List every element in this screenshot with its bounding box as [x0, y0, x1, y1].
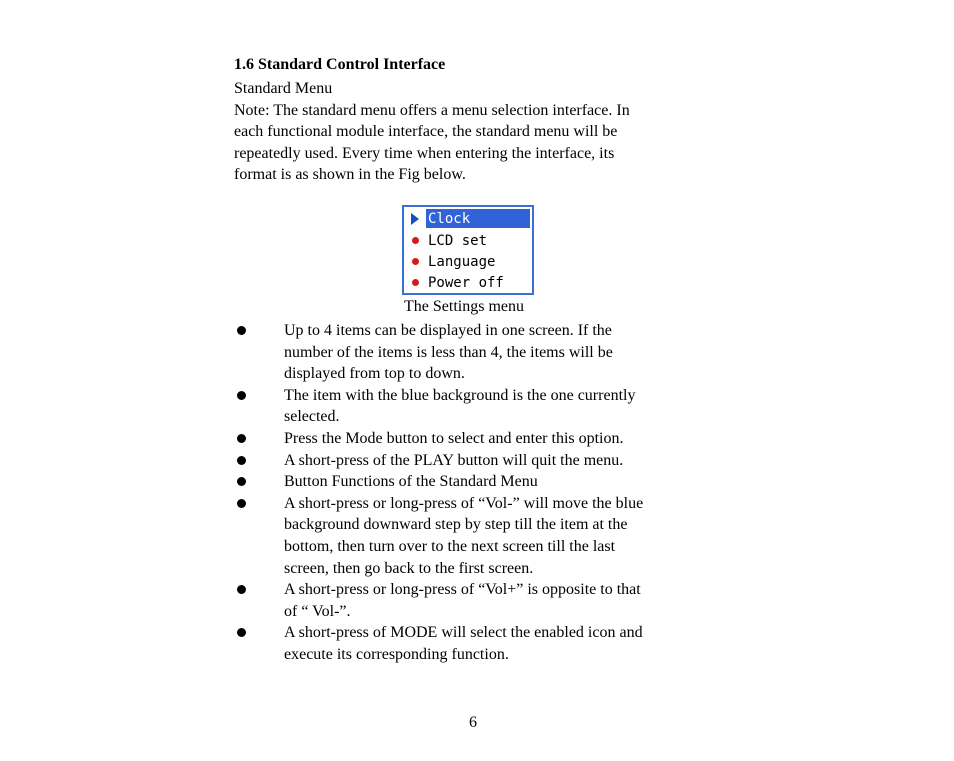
list-item-line: displayed from top to down. [284, 365, 465, 383]
list-item-line: A short-press or long-press of “Vol-” will move the blue [284, 494, 644, 512]
list-item [234, 622, 754, 665]
bullet-icon [237, 456, 246, 465]
paragraph-line: Standard Menu [234, 80, 333, 97]
section-heading: 1.6 Standard Control Interface [234, 56, 446, 73]
menu-item-label: LCD set [428, 232, 488, 249]
menu-item-label: Power off [428, 274, 504, 291]
menu-item-label: Language [428, 253, 496, 270]
list-item [234, 385, 754, 428]
bullet-icon [237, 585, 246, 594]
list-item-line: of “ Vol-”. [284, 602, 351, 620]
red-dot-icon [406, 251, 424, 272]
list-item-line: bottom, then turn over to the next screen till the last [284, 537, 616, 555]
list-item-line: selected. [284, 408, 340, 426]
list-item-line: Press the Mode button to select and enter this option. [284, 429, 624, 447]
list-item-line: A short-press of the PLAY button will quit the menu. [284, 451, 624, 469]
menu-item-power-off [406, 272, 530, 293]
bullet-icon [237, 391, 246, 400]
list-item [234, 450, 754, 472]
figure-caption: The Settings menu [404, 298, 524, 315]
bullet-icon [237, 477, 246, 486]
bullet-icon [237, 628, 246, 637]
list-item-line: A short-press of MODE will select the enabled icon and [284, 624, 643, 642]
list-item [234, 493, 754, 579]
list-item-line: number of the items is less than 4, the items will be [284, 343, 613, 361]
list-item-line: The item with the blue background is the one currently [284, 386, 636, 404]
list-item-line: background downward step by step till the item at the [284, 516, 628, 534]
menu-item-lcd-set [406, 230, 530, 251]
menu-item-clock [406, 208, 530, 229]
bullet-icon [237, 434, 246, 443]
page-number: 6 [469, 714, 477, 731]
intro-paragraph [234, 78, 704, 186]
selection-arrow-icon [406, 208, 424, 229]
list-item-line: Button Functions of the Standard Menu [284, 473, 538, 491]
settings-menu-figure [402, 205, 534, 295]
red-dot-icon [406, 230, 424, 251]
bullet-icon [237, 326, 246, 335]
paragraph-line: Note: The standard menu offers a menu selection interface. In [234, 101, 630, 119]
list-item [234, 579, 754, 622]
bullet-list [234, 320, 754, 666]
list-item-line: Up to 4 items can be displayed in one screen. If the [284, 322, 612, 339]
list-item [234, 320, 754, 385]
list-item-line: execute its corresponding function. [284, 645, 509, 663]
list-item [234, 428, 754, 450]
list-item-line: screen, then go back to the first screen. [284, 559, 534, 577]
paragraph-line: format is as shown in the Fig below. [234, 166, 466, 183]
bullet-icon [237, 499, 246, 508]
list-item [234, 471, 754, 493]
list-item-line: A short-press or long-press of “Vol+” is opposite to that [284, 581, 641, 599]
paragraph-line: each functional module interface, the standard menu will be [234, 123, 618, 140]
menu-item-language [406, 251, 530, 272]
paragraph-line: repeatedly used. Every time when entering the interface, its [234, 144, 615, 162]
menu-item-label: Clock [428, 210, 471, 227]
red-dot-icon [406, 272, 424, 293]
